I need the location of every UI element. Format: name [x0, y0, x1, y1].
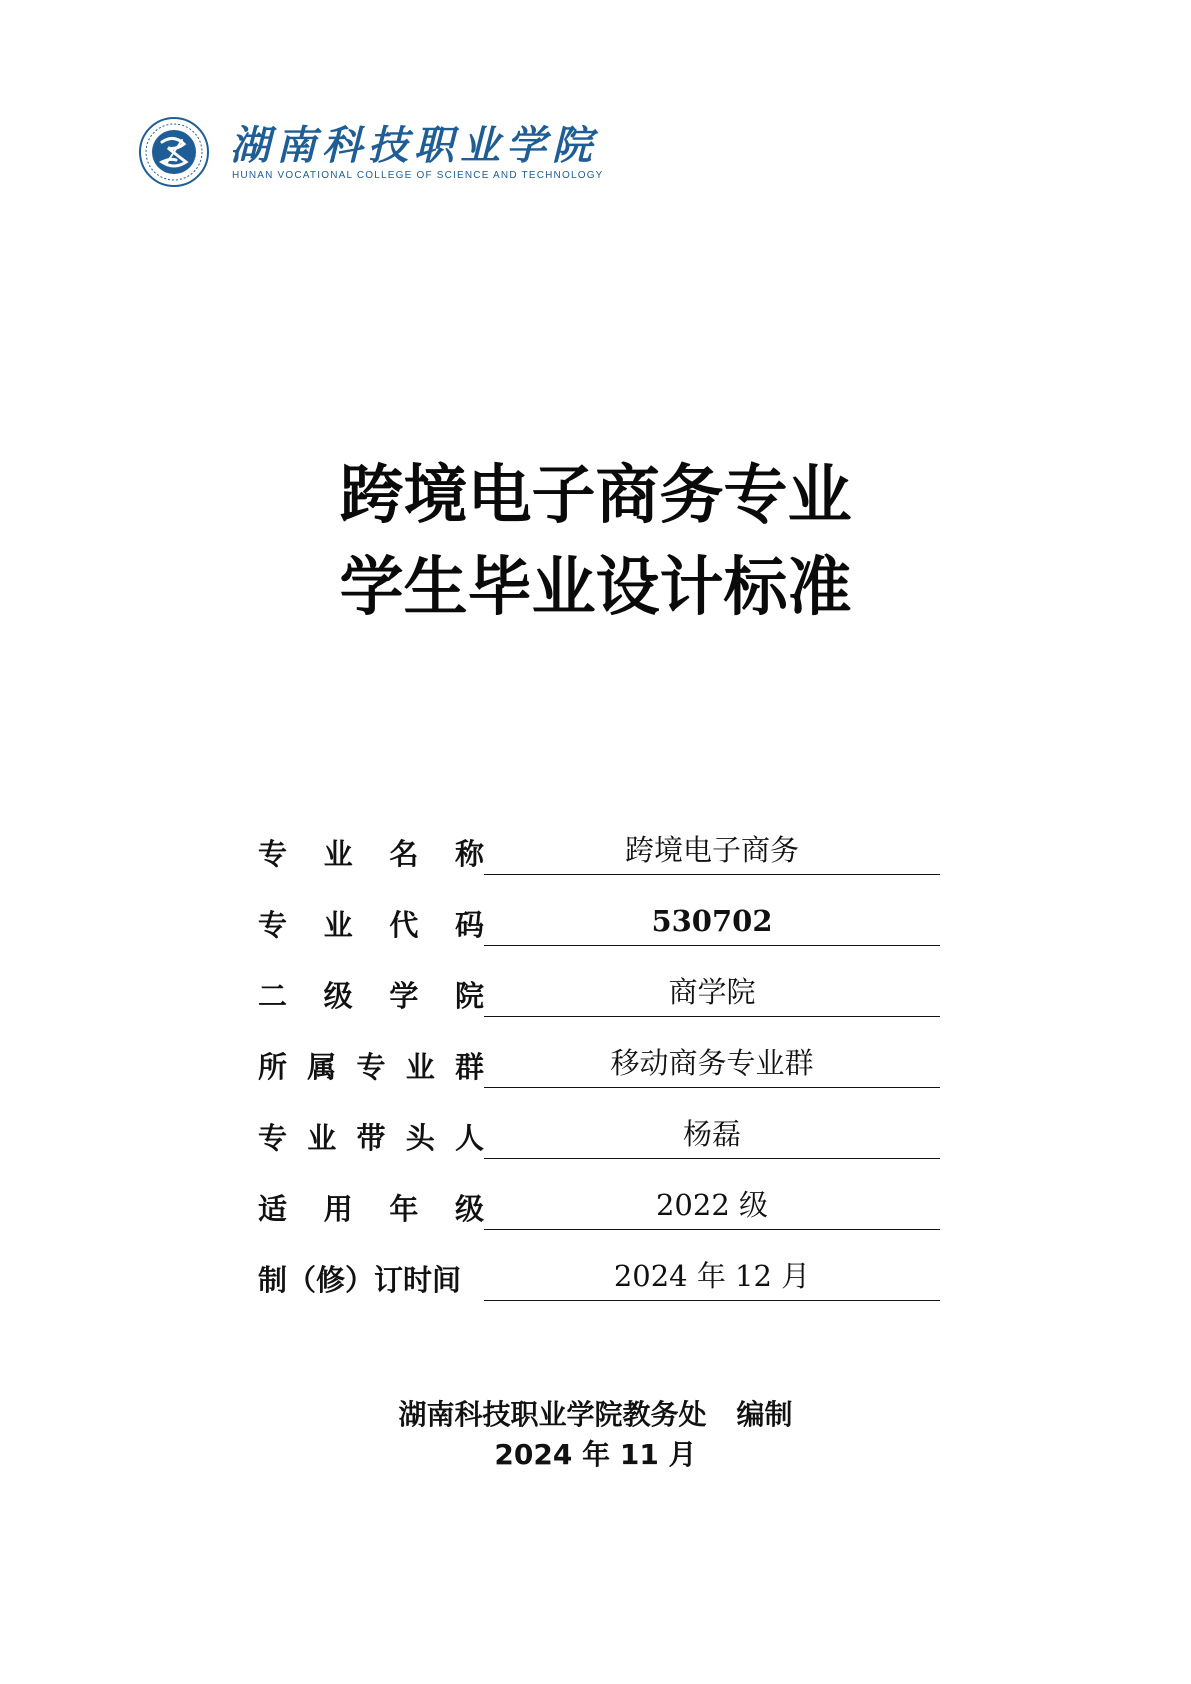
document-footer	[0, 1395, 1191, 1475]
info-table	[258, 820, 940, 1317]
info-label-char: 级	[454, 1192, 484, 1226]
info-row-major-group	[258, 1033, 940, 1104]
title-line-2: 学生毕业设计标准	[339, 551, 852, 625]
info-label	[258, 1045, 484, 1086]
info-label-char: 适	[258, 1192, 288, 1226]
info-label-char: 专	[258, 908, 288, 942]
info-row-school	[258, 962, 940, 1033]
info-label-char: 年	[389, 1192, 419, 1226]
college-name-cn: 湖南科技职业学院	[230, 122, 598, 169]
info-label-char: 头	[405, 1121, 435, 1155]
info-label-char: 代	[389, 908, 419, 942]
title-line-1: 跨境电子商务专业	[339, 459, 852, 533]
info-value: 2022 级	[484, 1175, 940, 1230]
document-title	[0, 450, 1191, 634]
footer-compiler	[0, 1395, 1191, 1435]
college-emblem-icon	[138, 116, 210, 188]
info-label-char: 带	[356, 1121, 386, 1155]
info-label-char: 专	[356, 1050, 386, 1084]
info-label-char: 二	[258, 979, 288, 1013]
info-label-char: 业	[405, 1050, 435, 1084]
info-value: 跨境电子商务	[484, 820, 940, 875]
info-row-leader	[258, 1104, 940, 1175]
info-label	[258, 832, 484, 873]
info-label-char: 业	[323, 908, 353, 942]
info-label-char: 级	[323, 979, 353, 1013]
info-label	[258, 903, 484, 944]
info-label-char: 称	[454, 837, 484, 871]
info-label	[258, 974, 484, 1015]
info-label	[258, 1187, 484, 1228]
info-row-major-name	[258, 820, 940, 891]
info-value: 移动商务专业群	[484, 1033, 940, 1088]
footer-org: 湖南科技职业学院教务处	[398, 1398, 707, 1431]
info-value: 商学院	[484, 962, 940, 1017]
info-label-char: 院	[454, 979, 484, 1013]
info-row-major-code	[258, 891, 940, 962]
info-label-char: 专	[258, 1121, 288, 1155]
college-wordmark	[230, 112, 610, 192]
info-label-char: 人	[454, 1121, 484, 1155]
info-label-char: 用	[323, 1192, 353, 1226]
info-label-char: 码	[454, 908, 484, 942]
info-value: 530702	[484, 891, 940, 946]
info-label-char: 所	[258, 1050, 288, 1084]
info-label-char: 专	[258, 837, 288, 871]
info-row-revision-date	[258, 1246, 940, 1317]
college-name-en: HUNAN VOCATIONAL COLLEGE OF SCIENCE AND TECHNOLOGY	[232, 170, 604, 181]
college-logo	[138, 112, 608, 192]
info-value: 2024 年 12 月	[484, 1246, 940, 1301]
info-row-grade	[258, 1175, 940, 1246]
info-label-char: 业	[323, 837, 353, 871]
info-label-char: 群	[454, 1050, 484, 1084]
info-label: 制（修）订时间	[258, 1263, 462, 1297]
info-value: 杨磊	[484, 1104, 940, 1159]
info-label-char: 业	[307, 1121, 337, 1155]
info-label	[258, 1116, 484, 1157]
info-label-char: 名	[389, 837, 419, 871]
footer-date: 2024 年 11 月	[494, 1438, 697, 1471]
footer-action: 编制	[736, 1398, 793, 1431]
info-label-char: 属	[307, 1050, 337, 1084]
info-label-char: 学	[389, 979, 419, 1013]
